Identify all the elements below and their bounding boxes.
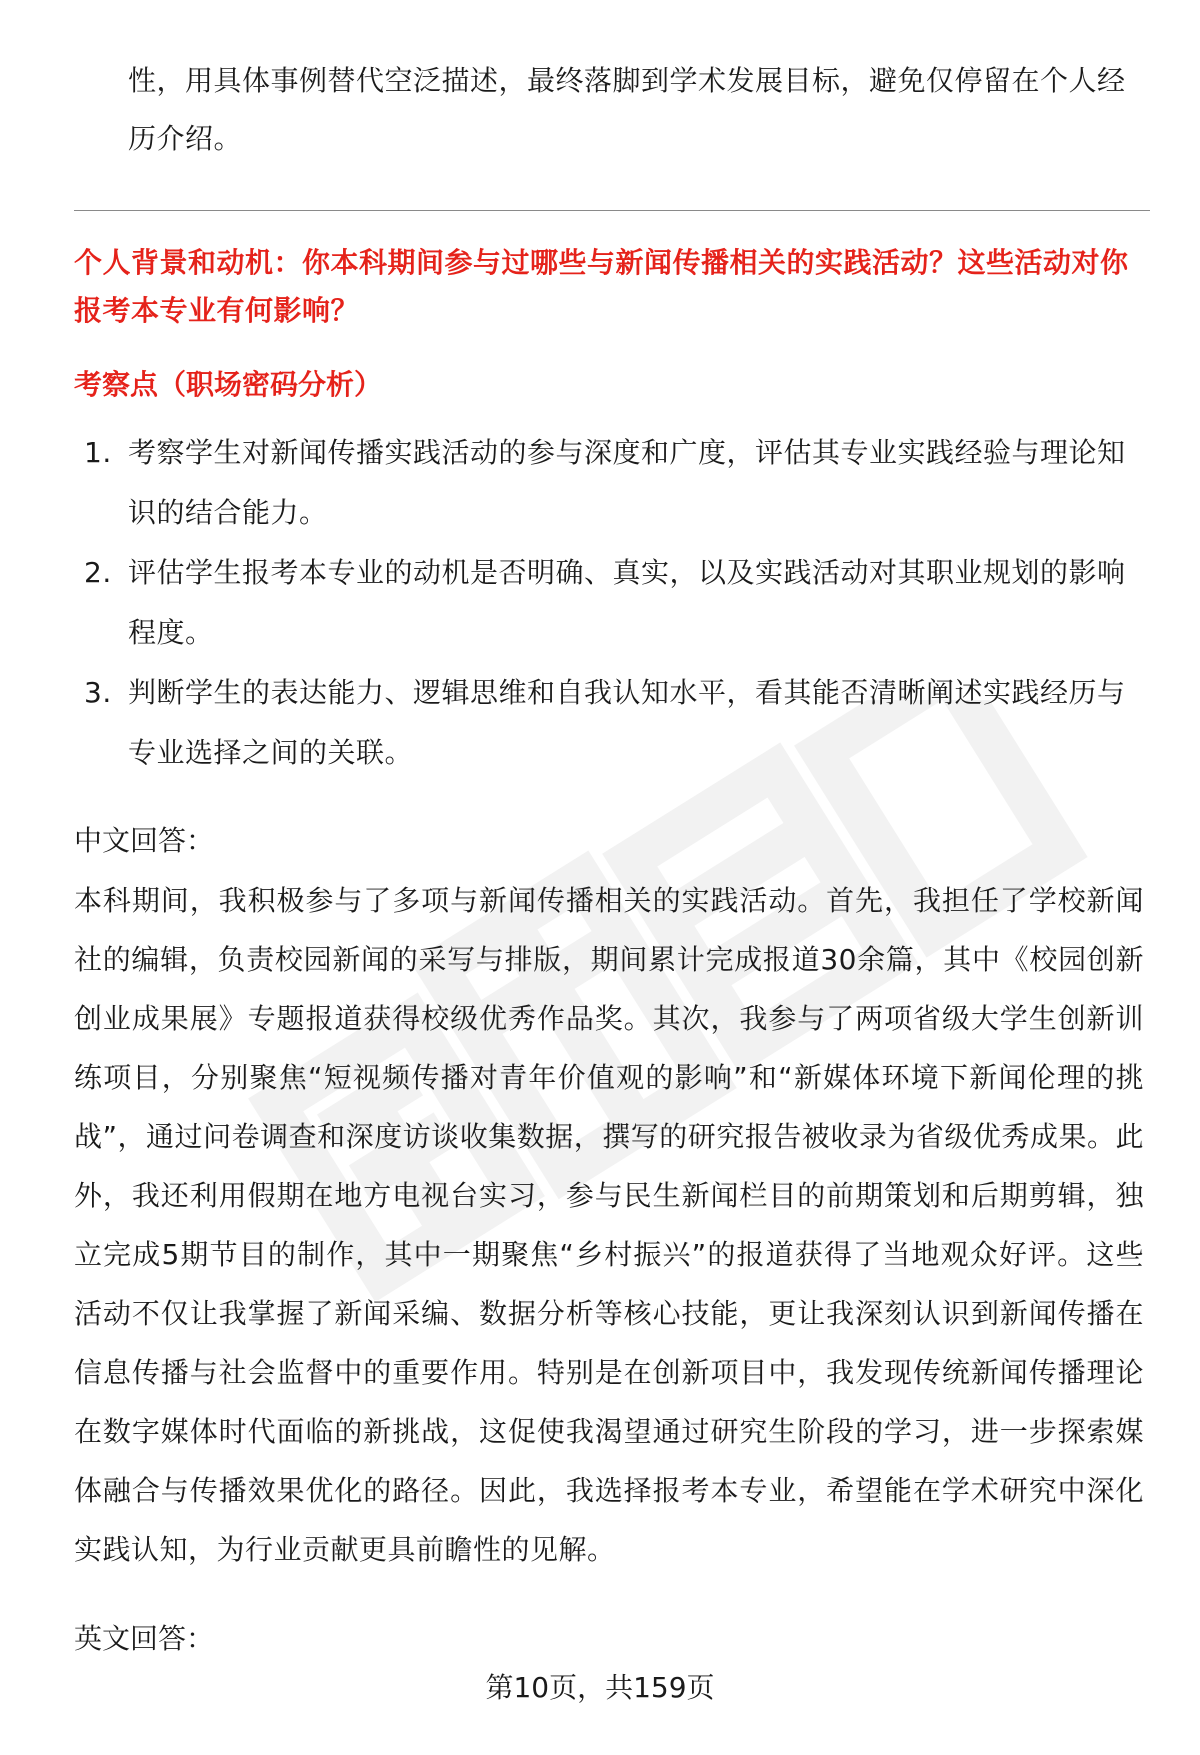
list-item bbox=[74, 423, 1144, 543]
list-number: 2. bbox=[84, 556, 112, 589]
list-item-text: 评估学生报考本专业的动机是否明确、真实，以及实践活动对其职业规划的影响程度。 bbox=[128, 556, 1126, 649]
page-number-footer: 第10页，共159页 bbox=[485, 1671, 715, 1704]
continuation-paragraph: 性，用具体事例替代空泛描述，最终落脚到学术发展目标，避免仅停留在个人经历介绍。 bbox=[128, 64, 1126, 155]
assessment-points-list bbox=[74, 423, 1144, 783]
list-item bbox=[74, 663, 1144, 783]
section-divider bbox=[74, 210, 1150, 211]
list-item-text: 判断学生的表达能力、逻辑思维和自我认知水平，看其能否清晰阐述实践经历与专业选择之间的关联。 bbox=[128, 676, 1126, 769]
english-answer-label: 英文回答： bbox=[74, 1622, 215, 1655]
list-item-text: 考察学生对新闻传播实践活动的参与深度和广度，评估其专业实践经验与理论知识的结合能力。 bbox=[128, 436, 1126, 529]
chinese-answer-label: 中文回答： bbox=[74, 824, 215, 857]
list-item bbox=[74, 543, 1144, 663]
list-number: 1. bbox=[84, 436, 112, 469]
section-title: 考察点（职场密码分析） bbox=[74, 368, 383, 401]
page-content bbox=[74, 52, 1144, 1669]
question-heading: 个人背景和动机：你本科期间参与过哪些与新闻传播相关的实践活动？这些活动对你报考本专业有何影响？ bbox=[74, 246, 1129, 327]
chinese-answer-body: 本科期间，我积极参与了多项与新闻传播相关的实践活动。首先，我担任了学校新闻社的编辑，负责校园新闻的采写与排版，期间累计完成报道30余篇，其中《校园创新创业成果展》专题报道获得校级优秀作品奖。其次，我参与了两项省级大学生创新训练项目，分别聚焦“短视频传播对青年价值观的影响”和“新媒体环境下新闻伦理的挑战”，通过问卷调查和深度访谈收集数据，撰写的研究报告被收录为省级优秀成果。此外，我还利用假期在地方电视台实习，参与民生新闻栏目的前期策划和后期剪辑，独立完成5期节目的制作，其中一期聚焦“乡村振兴”的报道获得了当地观众好评。这些活动不仅让我掌握了新闻采编、数据分析等核心技能，更让我深刻认识到新闻传播在信息传播与社会监督中的重要作用。特别是在创新项目中，我发现传统新闻传播理论在数字媒体时代面临的新挑战，这促使我渴望通过研究生阶段的学习，进一步探索媒体融合与传播效果优化的路径。因此，我选择报考本专业，希望能在学术研究中深化实践认知，为行业贡献更具前瞻性的见解。 bbox=[74, 884, 1144, 1566]
list-number: 3. bbox=[84, 676, 112, 709]
